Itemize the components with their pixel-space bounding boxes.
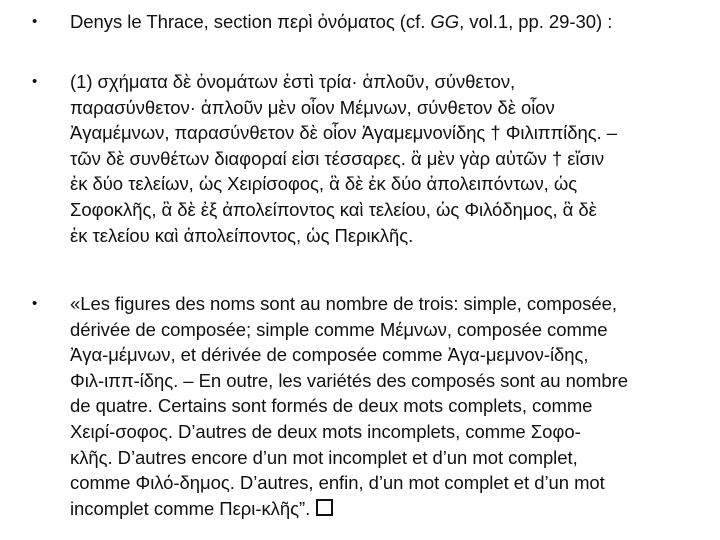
text-line: ἐκ τελείου καὶ ἀπολείποντος, ὡς Περικλῆς.	[70, 224, 414, 246]
bullet-marker: •	[32, 13, 38, 30]
text-line: «Les figures des noms sont au nombre de trois: simple, composée,	[70, 293, 617, 314]
text-line: Χειρί-σοφος. D’autres de deux mots incomplets, comme Σοφο-	[70, 420, 581, 442]
text-line: Σοφοκλῆς, ἃ δὲ ἐξ ἀπολείποντος καὶ τελείου, ὡς Φιλόδημος, ἃ δὲ	[70, 198, 597, 220]
source-text-italic: GG	[430, 11, 460, 32]
bullet-item-french	[30, 291, 710, 521]
text-line: Ἀγα-μέμνων, et dérivée de composée comme Ἀγα-μεμνον-ίδης,	[70, 344, 589, 366]
source-text-after: , vol.1, pp. 29-30) :	[459, 11, 613, 32]
text-line: dérivée de composée; simple comme Μέμνων, composée comme	[70, 318, 608, 340]
source-text-before: Denys le Thrace, section περὶ ὀνόματος (cf.	[70, 11, 431, 32]
last-line-text: incomplet comme Περι-κλῆς”.	[70, 497, 311, 519]
text-line: Φιλ-ιππ-ίδης. – En outre, les variétés des composés sont au nombre	[70, 369, 628, 391]
bullet-text-french	[70, 291, 710, 521]
text-line	[70, 9, 710, 35]
text-line: (1) σχήματα δὲ ὀνομάτων ἐστὶ τρία· ἁπλοῦν, σύνθετον,	[70, 71, 516, 92]
box-symbol-icon	[316, 499, 333, 516]
bullet-text-source	[70, 9, 710, 35]
text-line: Ἀγαμέμνων, παρασύνθετον δὲ οἷον Ἀγαμεμνονίδης † Φιλιππίδης. –	[70, 122, 618, 144]
text-line: παρασύνθετον· ἁπλοῦν μὲν οἷον Μέμνων, σύνθετον δὲ οἷον	[70, 96, 555, 118]
text-line: κλῆς. D’autres encore d’un mot incomplet et d’un mot complet,	[70, 446, 578, 468]
bullet-text-greek	[70, 69, 710, 248]
bullet-marker: •	[32, 73, 38, 90]
bullet-item-greek	[30, 69, 710, 248]
text-line: τῶν δὲ συνθέτων διαφοραί εἰσι τέσσαρες. ἃ μὲν γὰρ αὐτῶν † εἴσιν	[70, 147, 605, 169]
text-line: comme Φιλό-δημος. D’autres, enfin, d’un mot complet et d’un mot	[70, 472, 605, 494]
bullet-item-source	[30, 9, 710, 35]
text-line: de quatre. Certains sont formés de deux mots complets, comme	[70, 395, 593, 417]
text-line	[70, 496, 710, 522]
bullet-marker: •	[32, 295, 38, 312]
text-line: ἐκ δύο τελείων, ὡς Χειρίσοφος, ἃ δὲ ἐκ δύο ἀπολειπόντων, ὡς	[70, 173, 578, 195]
